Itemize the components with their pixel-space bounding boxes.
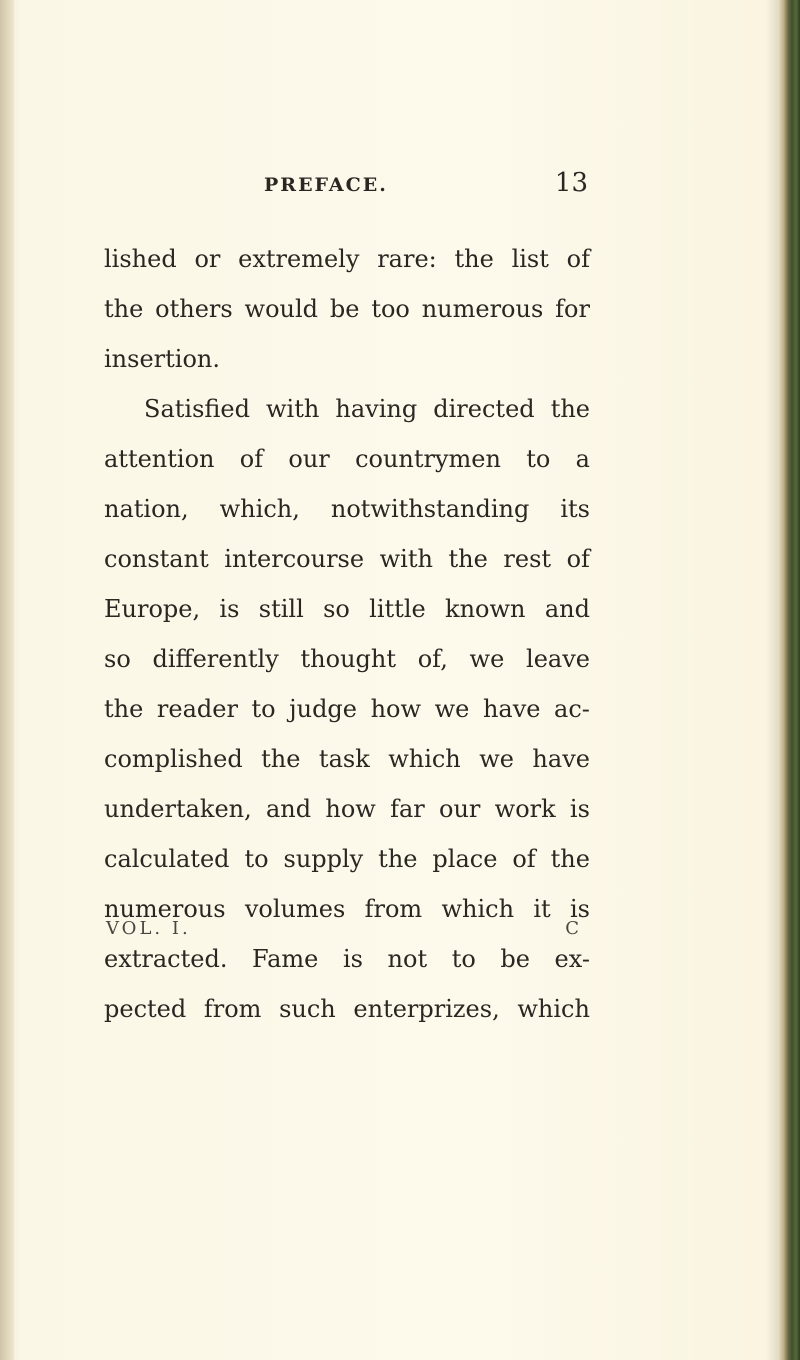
word: be xyxy=(500,945,530,973)
word: intercourse xyxy=(224,545,365,573)
word: calculated xyxy=(104,845,230,873)
word: to xyxy=(451,945,476,973)
word: and xyxy=(266,795,312,823)
word: we xyxy=(479,745,514,773)
word: others xyxy=(155,295,233,323)
text-line xyxy=(104,542,590,592)
word: the xyxy=(550,845,590,873)
word: work xyxy=(494,795,556,823)
word: ex- xyxy=(554,945,590,973)
text-line xyxy=(104,442,590,492)
word: countrymen xyxy=(355,445,501,473)
word: leave xyxy=(526,645,590,673)
word: enterprizes, xyxy=(353,995,500,1023)
text-line xyxy=(104,592,590,642)
word: such xyxy=(279,995,336,1023)
word: we xyxy=(469,645,505,673)
text-line xyxy=(104,742,590,792)
word: the xyxy=(454,245,494,273)
word: extracted. xyxy=(104,945,228,973)
word: constant xyxy=(104,545,209,573)
word: and xyxy=(544,595,590,623)
word: having xyxy=(335,395,418,423)
text-line xyxy=(104,642,590,692)
word: to xyxy=(251,695,276,723)
word: Satisfied xyxy=(144,395,250,423)
word: the xyxy=(378,845,418,873)
word: is xyxy=(219,595,240,623)
word: our xyxy=(288,445,330,473)
word: directed xyxy=(433,395,535,423)
word: a xyxy=(575,445,590,473)
text-line xyxy=(104,692,590,742)
text-line xyxy=(104,292,590,342)
word: or xyxy=(194,245,221,273)
word: attention xyxy=(104,445,215,473)
text-line xyxy=(104,492,590,542)
word: little xyxy=(369,595,426,623)
word: to xyxy=(244,845,269,873)
word: task xyxy=(318,745,370,773)
text-line xyxy=(104,842,590,892)
word: complished xyxy=(104,745,243,773)
word: which, xyxy=(219,495,300,523)
word: extremely xyxy=(238,245,360,273)
word: is xyxy=(342,945,363,973)
text-line xyxy=(104,942,590,992)
word: list xyxy=(511,245,549,273)
text-line xyxy=(104,392,590,442)
page-footer xyxy=(106,918,582,948)
word: be xyxy=(329,295,360,323)
word: too xyxy=(371,295,410,323)
spine-shadow xyxy=(766,0,778,1360)
word: have xyxy=(482,695,541,723)
word: nation, xyxy=(104,495,189,523)
word: Europe, xyxy=(104,595,201,623)
word: place xyxy=(432,845,498,873)
word: thought xyxy=(300,645,396,673)
book-spine-edge xyxy=(778,0,800,1360)
word: pected xyxy=(104,995,187,1023)
word: Fame xyxy=(252,945,319,973)
text-line xyxy=(104,242,590,292)
word: the xyxy=(261,745,301,773)
word: not xyxy=(387,945,428,973)
text-line: insertion. xyxy=(104,345,220,373)
word: have xyxy=(532,745,590,773)
word: the xyxy=(550,395,590,423)
word: volumes xyxy=(244,895,346,923)
word: which xyxy=(517,995,590,1023)
word: is xyxy=(569,895,590,923)
word: of xyxy=(239,445,264,473)
word: its xyxy=(560,495,590,523)
word: with xyxy=(266,395,320,423)
word: of, xyxy=(417,645,448,673)
word: rest xyxy=(503,545,552,573)
word: lished xyxy=(104,245,177,273)
word: numerous xyxy=(104,895,226,923)
word: the xyxy=(104,295,144,323)
word: of xyxy=(512,845,536,873)
word: to xyxy=(526,445,551,473)
word: undertaken, xyxy=(104,795,252,823)
page-number: 13 xyxy=(554,168,588,198)
word: still xyxy=(258,595,304,623)
word: differently xyxy=(152,645,279,673)
volume-mark: VOL. I. xyxy=(106,918,191,939)
word: supply xyxy=(283,845,364,873)
running-head: PREFACE. xyxy=(264,174,388,196)
word: so xyxy=(323,595,350,623)
word: it xyxy=(533,895,551,923)
word: far xyxy=(390,795,425,823)
word: of xyxy=(566,245,590,273)
word: our xyxy=(439,795,481,823)
word: with xyxy=(379,545,433,573)
word: the xyxy=(104,695,144,723)
text-line xyxy=(104,992,590,1042)
word: so xyxy=(104,645,131,673)
word: is xyxy=(569,795,590,823)
word: from xyxy=(203,995,262,1023)
word: would xyxy=(244,295,319,323)
word: known xyxy=(445,595,526,623)
word: of xyxy=(566,545,590,573)
word: numerous xyxy=(421,295,544,323)
word: ac- xyxy=(554,695,590,723)
word: we xyxy=(434,695,470,723)
page-header xyxy=(104,168,588,204)
word: the xyxy=(448,545,488,573)
word: from xyxy=(364,895,423,923)
word: for xyxy=(555,295,590,323)
word: judge xyxy=(289,695,357,723)
word: how xyxy=(370,695,422,723)
word: rare: xyxy=(377,245,437,273)
word: which xyxy=(441,895,515,923)
word: reader xyxy=(156,695,238,723)
word: notwithstanding xyxy=(330,495,530,523)
signature-mark: C xyxy=(565,918,582,939)
word: how xyxy=(325,795,376,823)
text-line xyxy=(104,792,590,842)
word: which xyxy=(388,745,461,773)
page-gutter xyxy=(0,0,14,1360)
